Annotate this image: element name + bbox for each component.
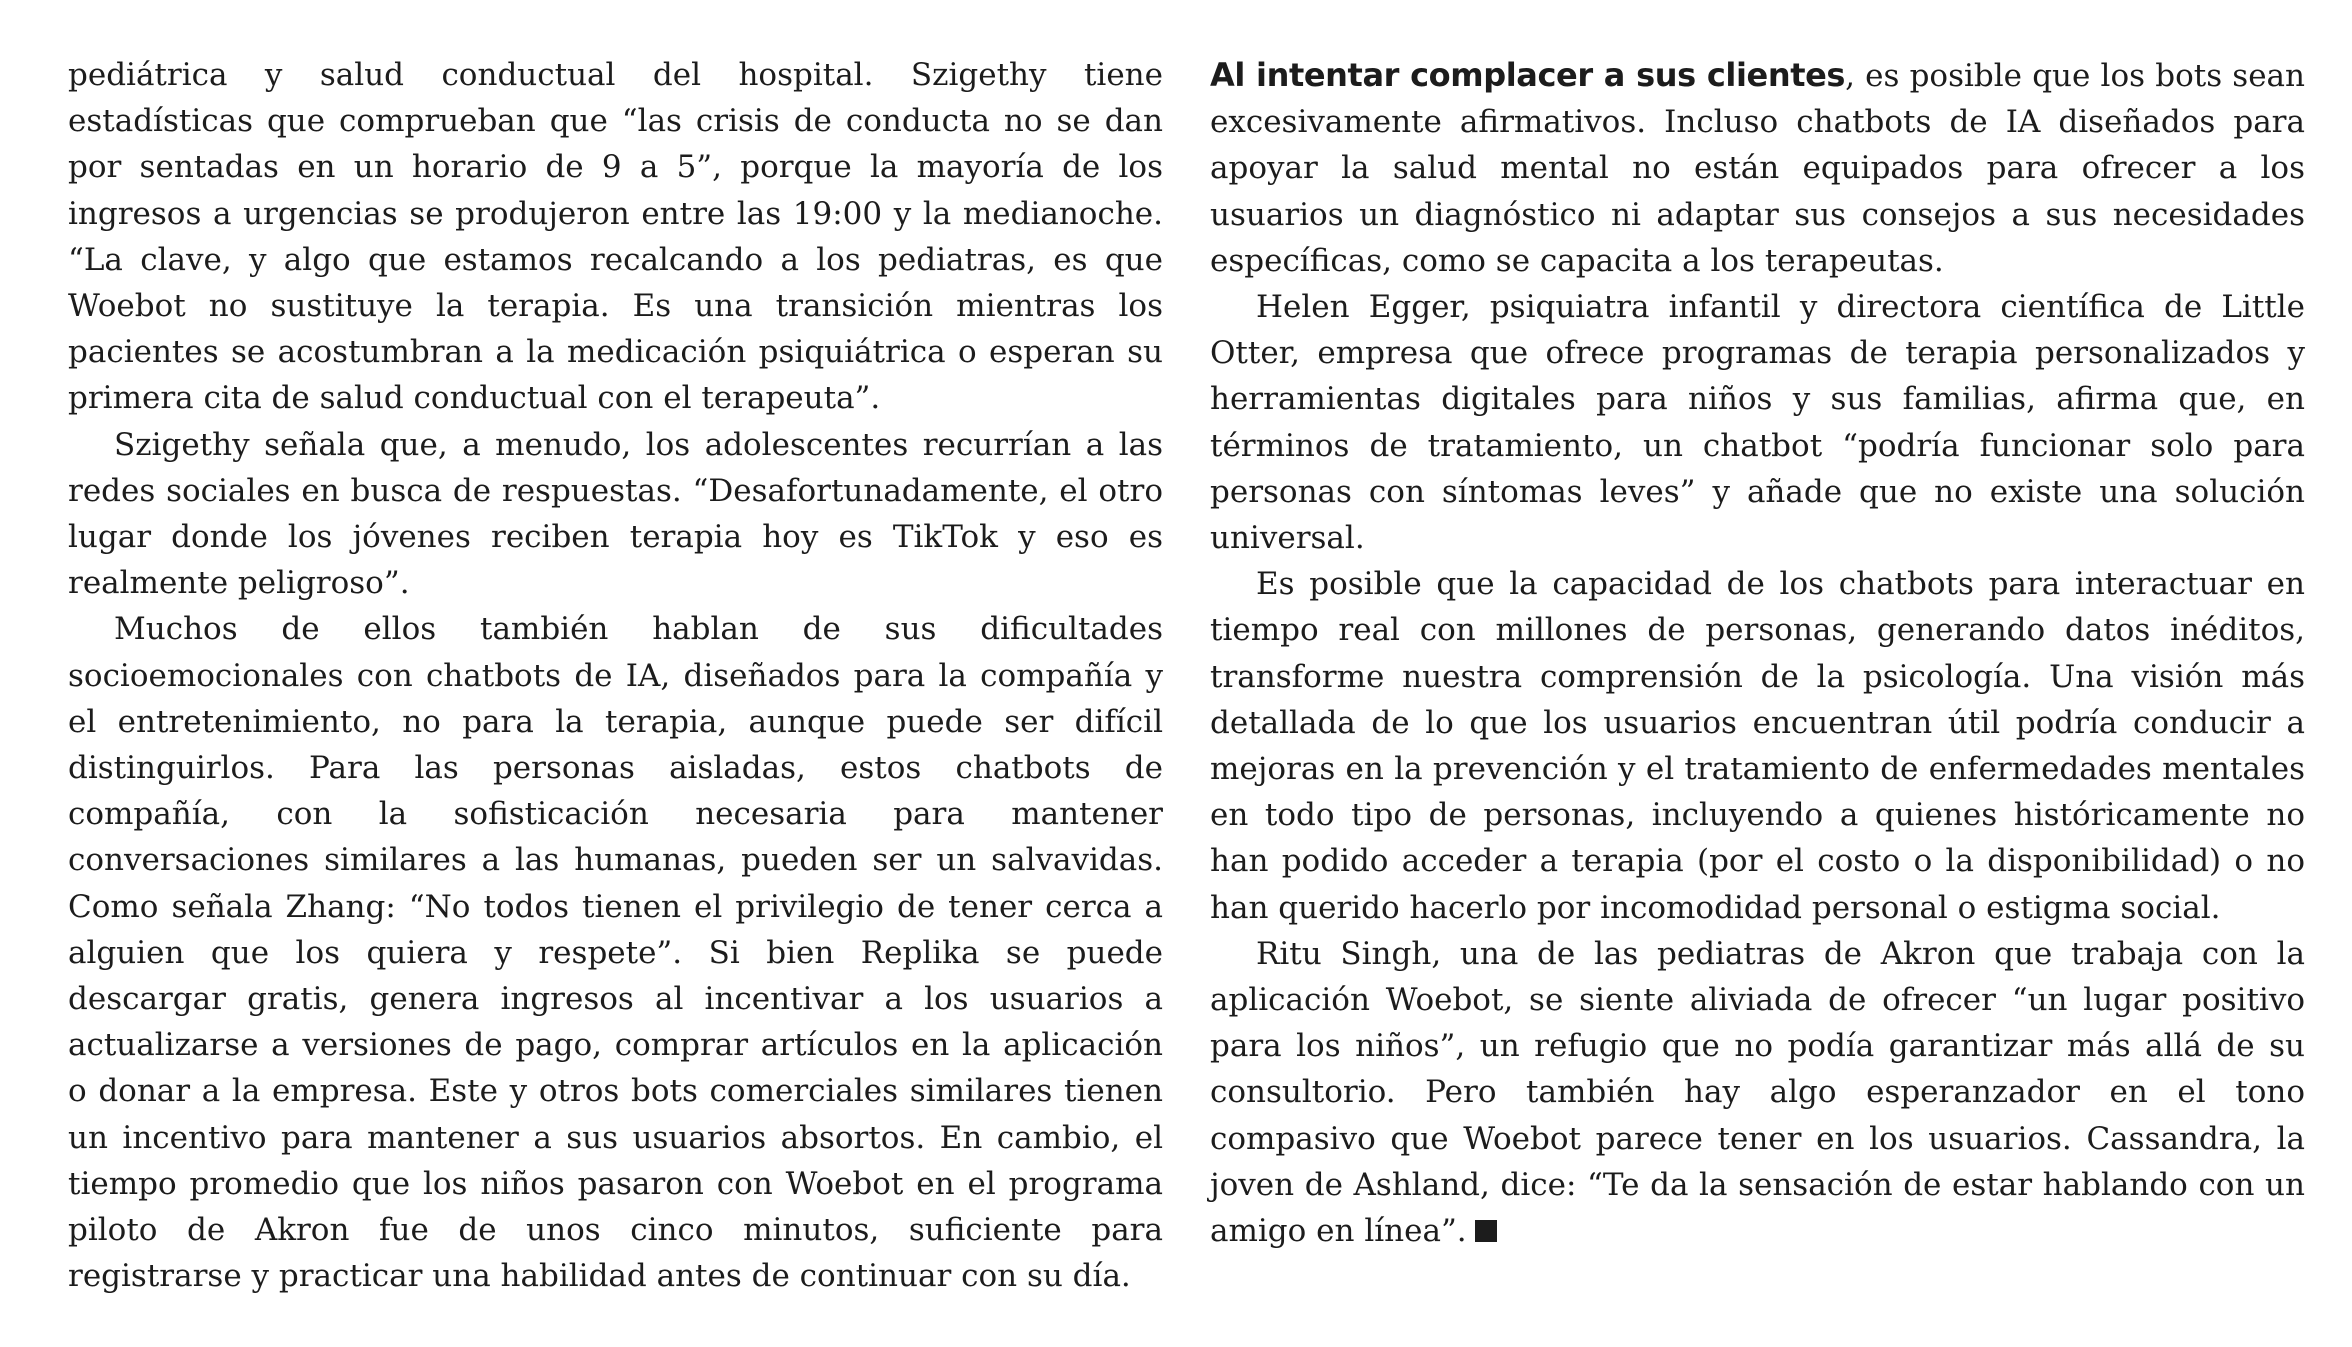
final-paragraph	[1210, 931, 2305, 1254]
paragraph-with-lead-in	[1210, 52, 2305, 284]
paragraph: Muchos de ellos también hablan de sus dificultades socioemocionales con chatbots de IA, diseñados para la compañía y el entretenimiento, no para la terapia, aunque puede ser difícil distinguirlos. Para las personas aisladas, estos chatbots de compañía, con la sofisticación necesaria para mantener conversaciones similares a las humanas, pueden ser un salvavidas. Como señala Zhang: “No todos tienen el privilegio de tener cerca a alguien que los quiera y respete”. Si bien Replika se puede descargar gratis, genera ingresos al incentivar a los usuarios a actualizarse a versiones de pago, comprar artículos en la aplicación o donar a la empresa. Este y otros bots comerciales similares tienen un incentivo para mantener a sus usuarios absortos. En cambio, el tiempo promedio que los niños pasaron con Woebot en el programa piloto de Akron fue de unos cinco minutos, suficiente para registrarse y practicar una habilidad antes de continuar con su día.	[68, 611, 1163, 1295]
paragraph-text: , es posible que los bots sean excesivamente afirmativos. Incluso chatbots de IA diseñados para apoyar la salud mental no están equipados para ofrecer a los usuarios un diagnóstico ni adaptar sus consejos a sus necesidades específicas, como se capacita a los terapeutas.	[1210, 58, 2306, 279]
paragraph: Es posible que la capacidad de los chatbots para interactuar en tiempo real con millones de personas, generando datos inéditos, transforme nuestra comprensión de la psicología. Una visión más detallada de lo que los usuarios encuentran útil podría conducir a mejoras en la prevención y el tratamiento de enfermedades mentales en todo tipo de personas, incluyendo a quienes históricamente no han podido acceder a terapia (por el costo o la disponibilidad) o no han querido hacerlo por incomodidad personal o estigma social.	[1210, 566, 2305, 926]
paragraph-text: Ritu Singh, una de las pediatras de Akron que trabaja con la aplicación Woebot, se siente aliviada de ofrecer “un lugar positivo para los niños”, un refugio que no podía garantizar más allá de su consultorio. Pero también hay algo esperanzador en el tono compasivo que Woebot parece tener en los usuarios. Cassandra, la joven de Ashland, dice: “Te da la sensación de estar hablando con un amigo en línea”.	[1210, 935, 2305, 1250]
left-text-column	[68, 52, 1163, 1299]
right-text-column	[1210, 52, 2305, 1254]
bold-lead-in: Al intentar complacer a sus clientes	[1210, 56, 1846, 94]
paragraph-continued: pediátrica y salud conductual del hospital. Szigethy tiene estadísticas que comprueban que “las crisis de conducta no se dan por sentadas en un horario de 9 a 5”, porque la mayoría de los ingresos a urgencias se produjeron entre las 19:00 y la medianoche. “La clave, y algo que estamos recalcando a los pediatras, es que Woebot no sustituye la terapia. Es una transición mientras los pacientes se acostumbran a la medicación psiquiátrica o esperan su primera cita de salud conductual con el terapeuta”.	[68, 57, 1163, 417]
paragraph: Helen Egger, psiquiatra infantil y directora científica de Little Otter, empresa que ofrece programas de terapia personalizados y herramientas digitales para niños y sus familias, afirma que, en términos de tratamiento, un chatbot “podría funcionar solo para personas con síntomas leves” y añade que no existe una solución universal.	[1210, 289, 2305, 557]
end-mark-icon	[1475, 1220, 1497, 1242]
paragraph: Szigethy señala que, a menudo, los adolescentes recurrían a las redes sociales en busca de respuestas. “Desafortunadamente, el otro lugar donde los jóvenes reciben terapia hoy es TikTok y eso es realmente peligroso”.	[68, 426, 1163, 602]
